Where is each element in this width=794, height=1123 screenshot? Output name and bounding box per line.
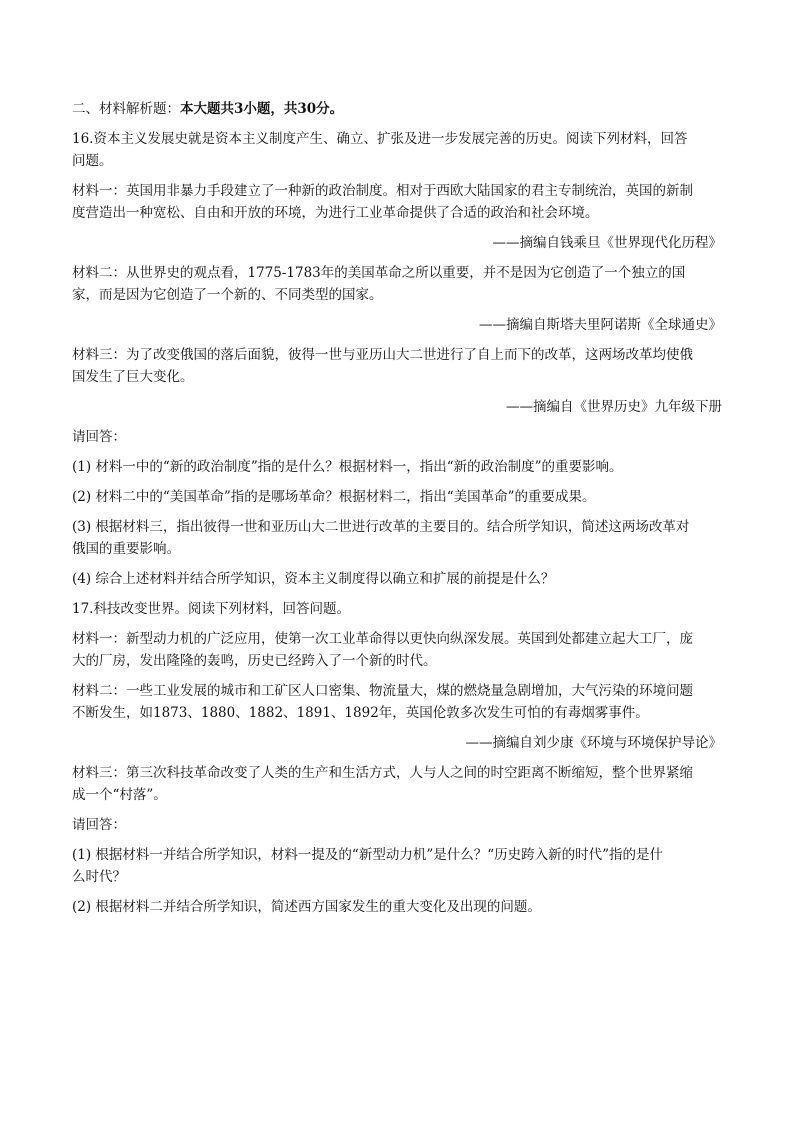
q16-part-1: (1) 材料一中的“新的政治制度”指的是什么？根据材料一，指出“新的政治制度”的重要影响。 <box>72 459 623 475</box>
q17-material-3-line-1: 材料三：第三次科技革命改变了人类的生产和生活方式，人与人之间的时空距离不断缩短，整个世界紧缩 <box>72 765 693 781</box>
q16-material-3-source: ——摘编自《世界历史》九年级下册 <box>506 399 722 415</box>
q16-material-2-source: ——摘编自斯塔夫里阿诺斯《全球通史》 <box>479 317 722 333</box>
q16-intro-line-2: 问题。 <box>72 153 113 169</box>
q17-material-1-line-2: 大的厂房，发出隆隆的轰鸣，历史已经跨入了一个新的时代。 <box>72 653 437 669</box>
q16-part-3-line-1: (3) 根据材料三，指出彼得一世和亚历山大二世进行改革的主要目的。结合所学知识，简述这两场改革对 <box>72 519 690 535</box>
q16-part-4: (4) 综合上述材料并结合所学知识，资本主义制度得以确立和扩展的前提是什么？ <box>72 571 555 587</box>
section-heading-prefix: 二、材料解析题： <box>72 101 180 117</box>
q17-material-2-source: ——摘编自刘少康《环境与环境保护导论》 <box>465 735 722 751</box>
q16-material-1-line-2: 度营造出一种宽松、自由和开放的环境，为进行工业革命提供了合适的政治和社会环境。 <box>72 205 599 221</box>
q17-material-2-line-2: 不断发生，如1873、1880、1882、1891、1892年，英国伦敦多次发生可怕的有毒烟雾事件。 <box>72 705 649 721</box>
q17-part-2: (2) 根据材料二并结合所学知识，简述西方国家发生的重大变化及出现的问题。 <box>72 899 541 915</box>
question-16 <box>72 128 722 590</box>
document-page <box>72 98 722 926</box>
section-heading <box>72 98 722 120</box>
q17-intro: 17.科技改变世界。阅读下列材料，回答问题。 <box>72 601 350 617</box>
q17-material-1-line-1: 材料一：新型动力机的广泛应用，使第一次工业革命得以更快向纵深发展。英国到处都建立起大工厂，庞 <box>72 631 693 647</box>
q16-material-1-source: ——摘编自钱乘旦《世界现代化历程》 <box>492 235 722 251</box>
q16-material-3-line-2: 国发生了巨大变化。 <box>72 369 194 385</box>
q16-intro-line-1: 16.资本主义发展史就是资本主义制度产生、确立、扩张及进一步发展完善的历史。阅读下列材料，回答 <box>72 131 688 147</box>
q17-material-2-line-1: 材料二：一些工业发展的城市和工矿区人口密集、物流量大，煤的燃烧量急剧增加，大气污染的环境问题 <box>72 683 693 699</box>
q16-material-2-line-2: 家，而是因为它创造了一个新的、不同类型的国家。 <box>72 287 383 303</box>
q17-ask: 请回答： <box>72 817 126 833</box>
q17-part-1-line-2: 么时代？ <box>72 869 126 885</box>
question-17 <box>72 598 722 918</box>
q16-material-3-line-1: 材料三：为了改变俄国的落后面貌，彼得一世与亚历山大二世进行了自上而下的改革，这两场改革均使俄 <box>72 347 693 363</box>
q16-part-3-line-2: 俄国的重要影响。 <box>72 541 180 557</box>
q16-material-1-line-1: 材料一：英国用非暴力手段建立了一种新的政治制度。相对于西欧大陆国家的君主专制统治，英国的新制 <box>72 183 693 199</box>
q16-material-2-line-1: 材料二：从世界史的观点看，1775-1783年的美国革命之所以重要，并不是因为它创造了一个独立的国 <box>72 265 686 281</box>
q16-ask: 请回答： <box>72 429 126 445</box>
q16-part-2: (2) 材料二中的“美国革命”指的是哪场革命？根据材料二，指出“美国革命”的重要成果。 <box>72 489 596 505</box>
q17-part-1-line-1: (1) 根据材料一并结合所学知识，材料一提及的“新型动力机”是什么？“历史跨入新的时代”指的是什 <box>72 847 664 863</box>
section-heading-bold: 本大题共3小题，共30分。 <box>180 101 344 117</box>
q17-material-3-line-2: 成一个“村落”。 <box>72 787 167 803</box>
